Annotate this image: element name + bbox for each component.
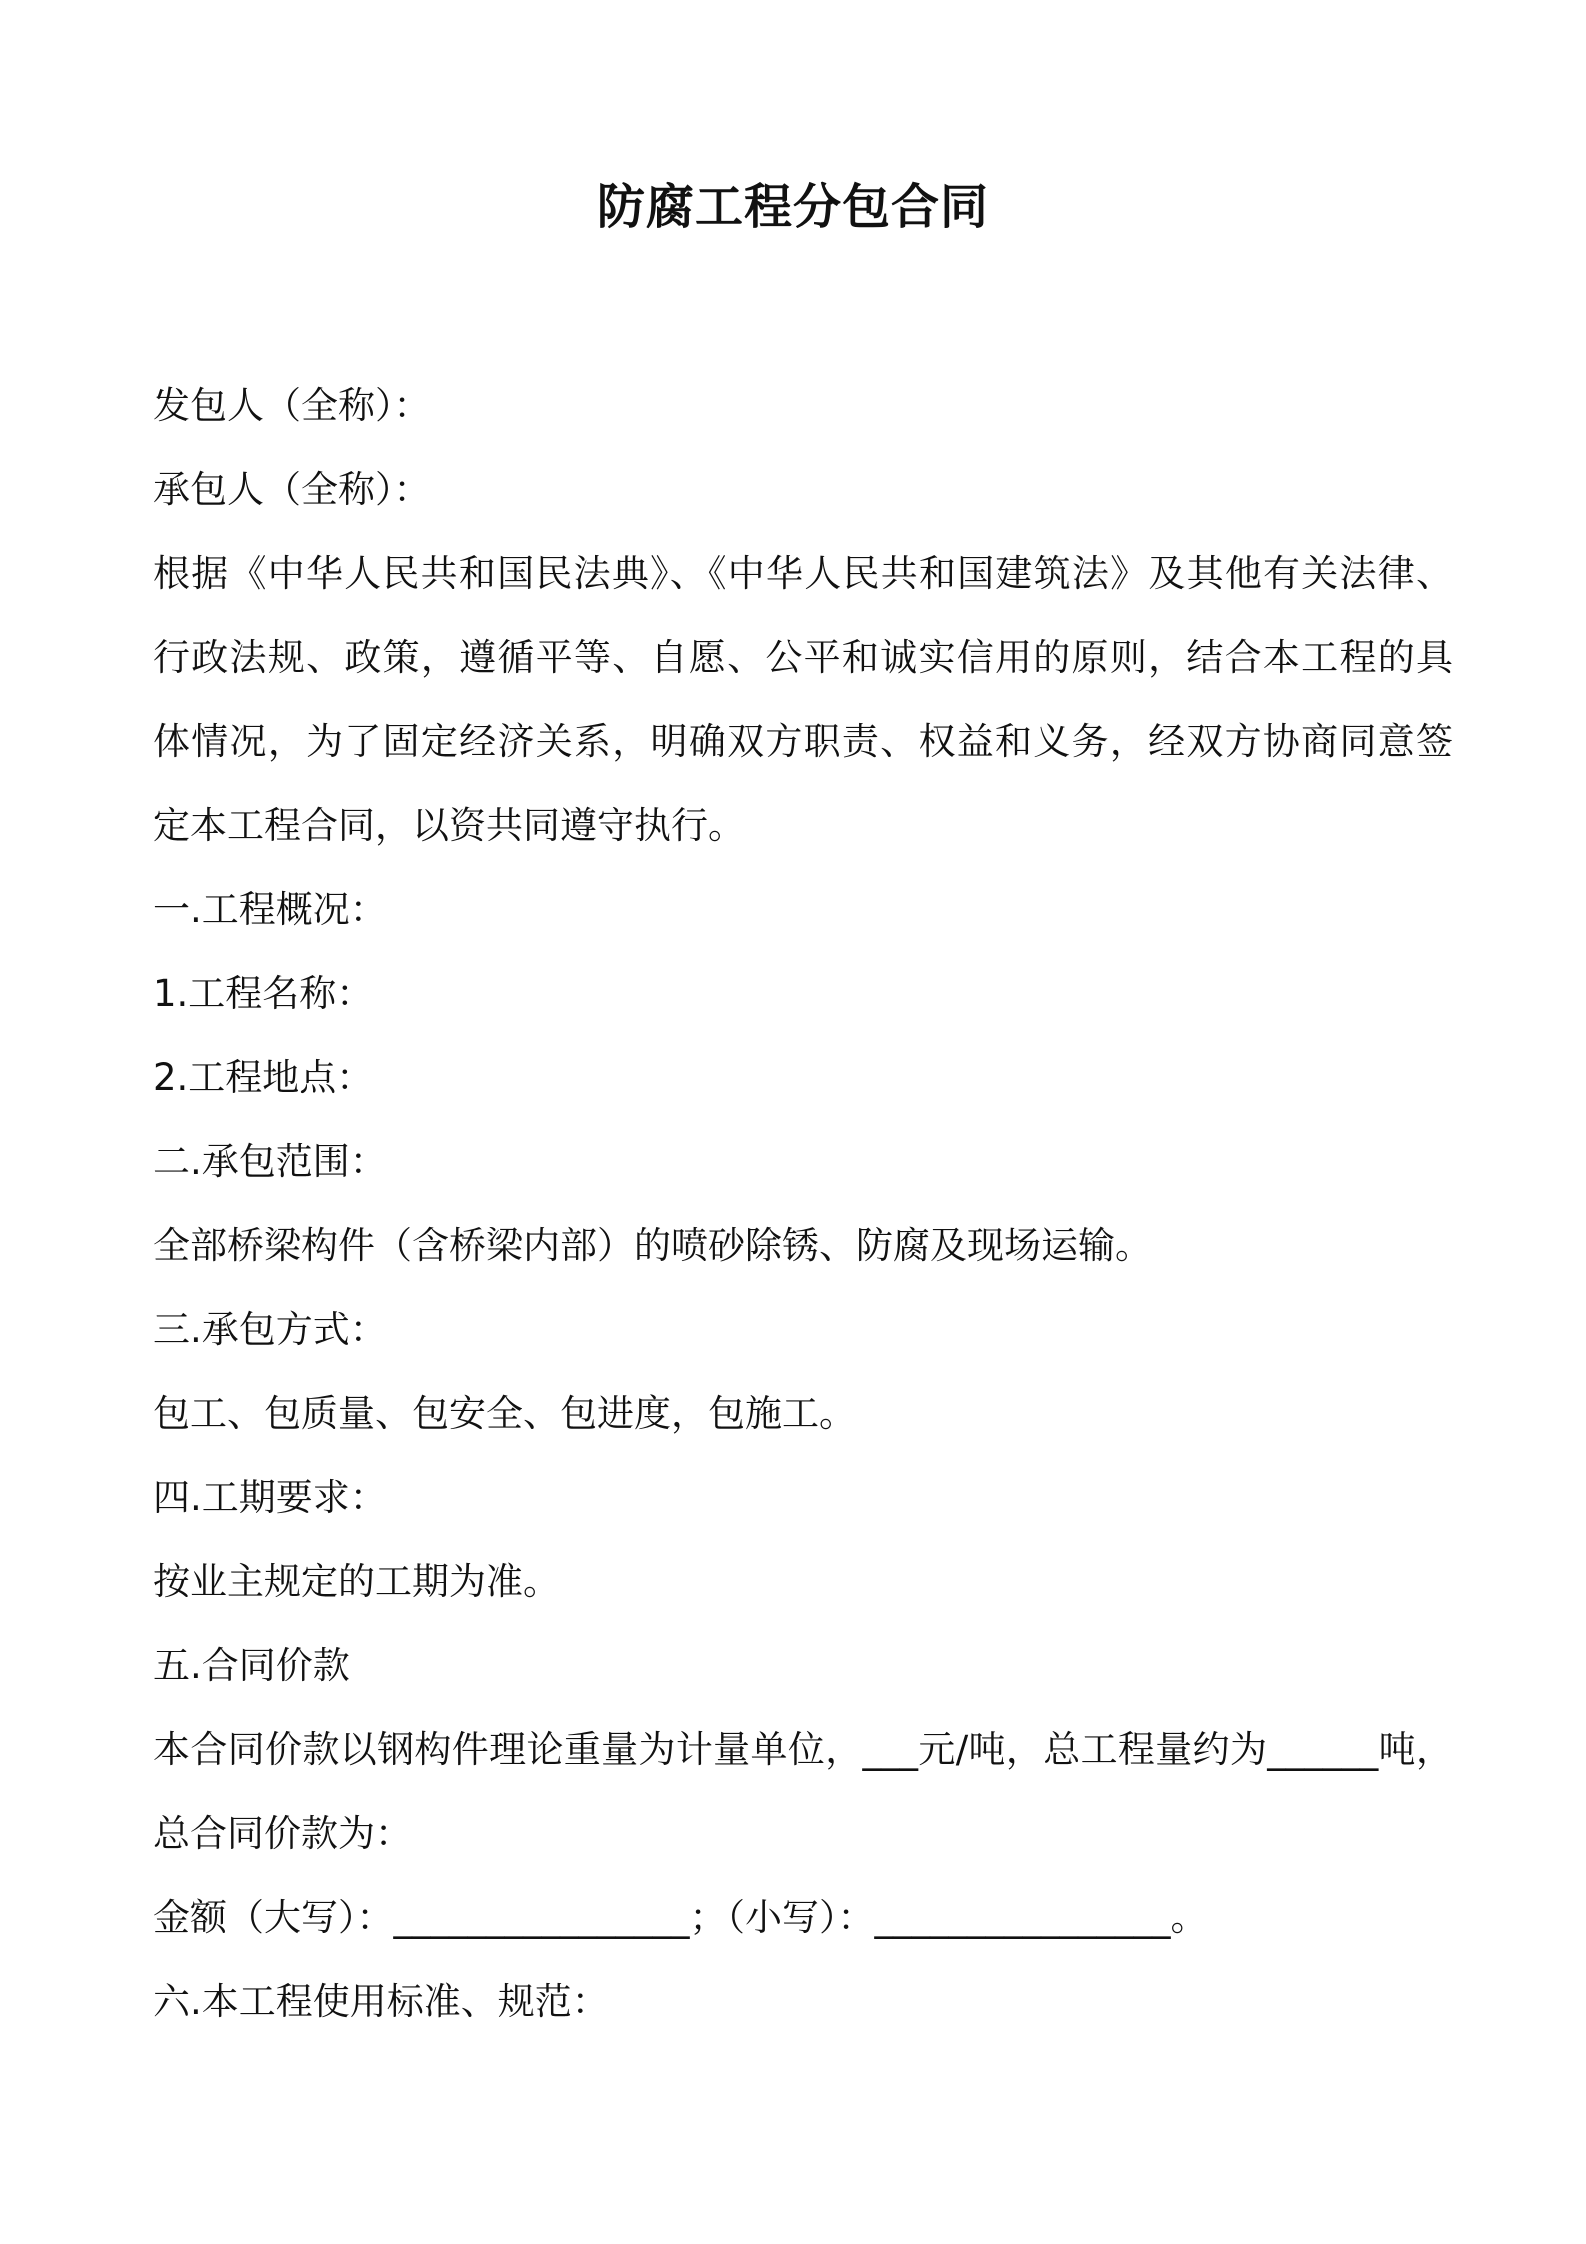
contract-method-text: 包工、包质量、包安全、包进度，包施工。 (153, 1392, 856, 1435)
price-text-line: 本合同价款以钢构件理论重量为计量单位，___元/吨，总工程量约为______吨， (153, 1728, 1453, 1771)
section-heading: 三.承包方式： (153, 1308, 387, 1351)
party-b-line: 承包人（全称）： (153, 468, 431, 511)
price-text-line: 总合同价款为： (153, 1812, 412, 1855)
schedule-text: 按业主规定的工期为准。 (153, 1560, 560, 1603)
document-body (153, 364, 1453, 2044)
section-heading: 二.承包范围： (153, 1140, 387, 1183)
preamble-line: 行政法规、政策，遵循平等、自愿、公平和诚实信用的原则，结合本工程的具 (153, 636, 1453, 679)
project-name-line: 1.工程名称： (153, 972, 374, 1015)
preamble-line: 定本工程合同，以资共同遵守执行。 (153, 804, 745, 847)
project-location-line: 2.工程地点： (153, 1056, 374, 1099)
preamble-line: 体情况，为了固定经济关系，明确双方职责、权益和义务，经双方协商同意签 (153, 720, 1453, 763)
party-a-line: 发包人（全称）： (153, 384, 431, 427)
scope-text: 全部桥梁构件（含桥梁内部）的喷砂除锈、防腐及现场运输。 (153, 1224, 1152, 1267)
section-heading: 五.合同价款 (153, 1644, 350, 1687)
section-heading: 六.本工程使用标准、规范： (153, 1980, 609, 2023)
section-heading: 一.工程概况： (153, 888, 387, 931)
section-heading: 四.工期要求： (153, 1476, 387, 1519)
document-title: 防腐工程分包合同 (596, 179, 989, 235)
preamble-line: 根据《中华人民共和国民法典》、《中华人民共和国建筑法》及其他有关法律、 (153, 552, 1453, 595)
amount-line: 金额（大写）：________________；（小写）：________________。 (153, 1896, 1208, 1939)
